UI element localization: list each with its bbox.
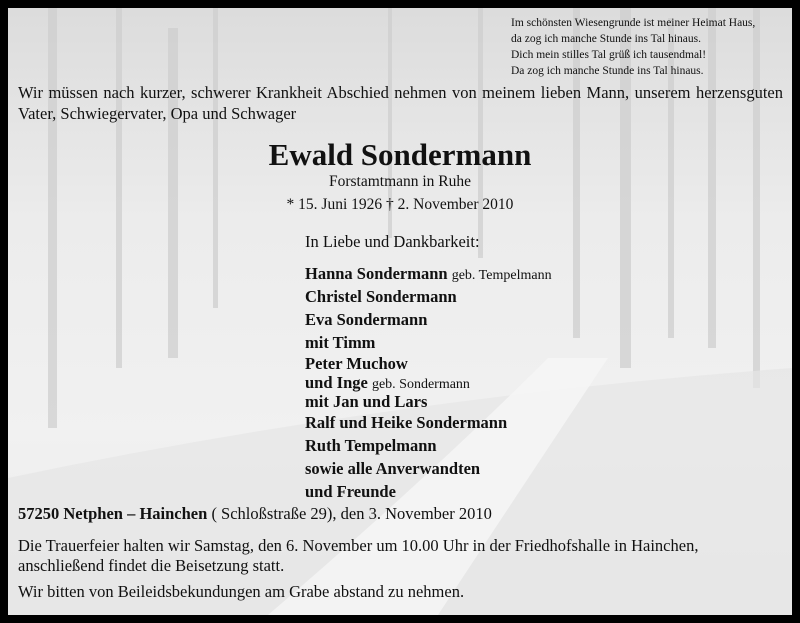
- poem-line: Im schönsten Wiesengrunde ist meiner Heimat Haus,: [511, 17, 756, 29]
- mourner-line: [305, 459, 480, 479]
- poem-line: da zog ich manche Stunde ins Tal hinaus.: [511, 33, 701, 45]
- intro-text: Wir müssen nach kurzer, schwerer Krankheit Abschied nehmen von meinem lieben Mann, unserem herzensguten Vater, Schwiegervater, Opa und Schwager: [18, 83, 783, 123]
- deceased-name: Ewald Sondermann: [268, 137, 532, 172]
- mourner-line: [305, 392, 427, 412]
- mourner-line: [305, 264, 552, 284]
- mourner-name: sowie alle Anverwandten: [305, 459, 481, 478]
- mourner-name: mit Jan und Lars: [305, 392, 428, 411]
- mourner-name: Peter Muchow: [305, 354, 408, 373]
- condolence-request: Wir bitten von Beileidsbekundungen am Grabe abstand zu nehmen.: [18, 582, 465, 601]
- deceased-title: Forstamtmann in Ruhe: [328, 173, 472, 190]
- poem-line: Dich mein stilles Tal grüß ich tausendmal!: [511, 49, 707, 61]
- mourner-name: Eva Sondermann: [305, 310, 428, 329]
- mourner-line: [305, 436, 437, 456]
- mourner-line: [305, 310, 427, 330]
- funeral-notice: Die Trauerfeier halten wir Samstag, den 6. November um 10.00 Uhr in der Friedhofshalle in Hainchen, anschließend findet die Beisetzung statt.: [18, 536, 699, 575]
- mourner-line: [305, 287, 457, 307]
- mourner-name: mit Timm: [305, 333, 376, 352]
- mourner-name: Ralf und Heike Sondermann: [305, 413, 508, 432]
- deceased-dates: * 15. Juni 1926 † 2. November 2010: [286, 196, 514, 213]
- mourner-line: [305, 373, 470, 393]
- mourner-line: [305, 333, 375, 353]
- poem-line: Da zog ich manche Stunde ins Tal hinaus.: [511, 65, 704, 77]
- mourners-heading: In Liebe und Dankbarkeit:: [305, 232, 480, 251]
- place-date-line: [18, 504, 492, 524]
- mourner-line: [305, 354, 408, 374]
- poem-block: [511, 15, 755, 79]
- mourner-name: Hanna Sondermann: [305, 264, 448, 283]
- mourner-name: Ruth Tempelmann: [305, 436, 437, 455]
- mourner-nee: geb. Sondermann: [371, 377, 470, 392]
- mourner-line: [305, 482, 396, 502]
- address-date: ( Schloßstraße 29), den 3. November 2010: [207, 504, 492, 523]
- mourner-nee: geb. Tempelmann: [451, 268, 552, 283]
- mourner-name: Christel Sondermann: [305, 287, 457, 306]
- mourner-name: und Inge: [305, 373, 368, 392]
- mourner-name: und Freunde: [305, 482, 396, 501]
- mourner-line: [305, 413, 507, 433]
- place-name: 57250 Netphen – Hainchen: [18, 504, 208, 523]
